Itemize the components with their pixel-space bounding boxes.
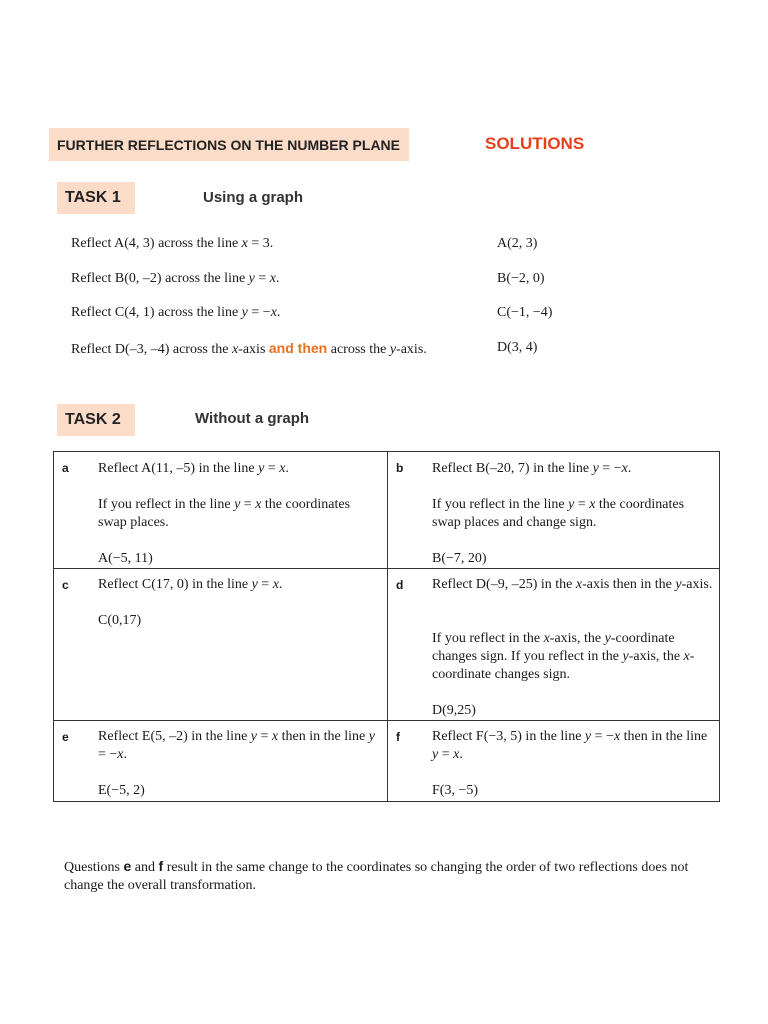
task1-label-box <box>57 182 135 214</box>
cell-a-answer: A(−5, 11) <box>98 551 153 566</box>
task1-subtitle: Using a graph <box>203 189 304 206</box>
cell-label-d: d <box>396 578 404 592</box>
task2-solutions-table <box>53 451 720 802</box>
task1-question-d: Reflect D(–3, –4) across the x-axis and then across the y-axis. <box>71 340 427 357</box>
table-cell-a <box>54 452 387 568</box>
and-then-emphasis: and then <box>268 340 328 356</box>
task1-answer-c: C(−1, −4) <box>497 305 553 320</box>
task1-question-b: Reflect B(0, –2) across the line y = x. <box>71 271 280 286</box>
table-cell-e <box>54 721 387 801</box>
table-cell-b <box>388 452 721 568</box>
table-cell-d <box>388 569 721 720</box>
cell-b-answer: B(−7, 20) <box>432 551 487 566</box>
cell-label-a: a <box>62 461 69 475</box>
task1-label: TASK 1 <box>65 189 121 206</box>
cell-c-question: Reflect C(17, 0) in the line y = x. <box>98 577 283 592</box>
worksheet-title-banner <box>49 128 409 161</box>
cell-f-answer: F(3, −5) <box>432 783 479 798</box>
worksheet-title: FURTHER REFLECTIONS ON THE NUMBER PLANE <box>57 136 400 153</box>
task1-answer-a: A(2, 3) <box>497 236 538 251</box>
task2-subtitle: Without a graph <box>195 410 310 427</box>
cell-b-explanation: If you reflect in the line y = x the coordinates swap places and change sign. <box>432 497 685 530</box>
task2-label: TASK 2 <box>65 411 121 428</box>
task1-answer-d: D(3, 4) <box>497 340 538 355</box>
cell-label-f: f <box>396 730 400 744</box>
table-cell-f <box>388 721 721 801</box>
task1-question-a: Reflect A(4, 3) across the line x = 3. <box>71 236 274 251</box>
cell-label-b: b <box>396 461 404 475</box>
conclusion-paragraph: Questions e and f result in the same change to the coordinates so changing the order of two reflections does not change the overall transformation. <box>64 858 689 893</box>
cell-a-question: Reflect A(11, –5) in the line y = x. <box>98 461 289 476</box>
task1-question-c: Reflect C(4, 1) across the line y = −x. <box>71 305 281 320</box>
cell-e-answer: E(−5, 2) <box>98 783 145 798</box>
solutions-heading: SOLUTIONS <box>485 134 585 153</box>
cell-d-explanation: If you reflect in the x-axis, the y-coordinate changes sign. If you reflect in the y-axis, the x-coordinate changes sign. <box>432 631 695 682</box>
task1-answer-b: B(−2, 0) <box>497 271 545 286</box>
cell-d-question: Reflect D(–9, –25) in the x-axis then in the y-axis. <box>432 577 713 592</box>
cell-label-e: e <box>62 730 69 744</box>
cell-e-question: Reflect E(5, –2) in the line y = x then in the line y = −x. <box>98 729 375 762</box>
cell-c-answer: C(0,17) <box>98 613 142 628</box>
cell-b-question: Reflect B(–20, 7) in the line y = −x. <box>432 461 632 476</box>
cell-label-c: c <box>62 578 69 592</box>
cell-f-question: Reflect F(−3, 5) in the line y = −x then in the line y = x. <box>432 729 708 762</box>
cell-a-explanation: If you reflect in the line y = x the coordinates swap places. <box>98 497 351 530</box>
table-cell-c <box>54 569 387 720</box>
cell-d-answer: D(9,25) <box>432 703 476 718</box>
task2-label-box <box>57 404 135 436</box>
